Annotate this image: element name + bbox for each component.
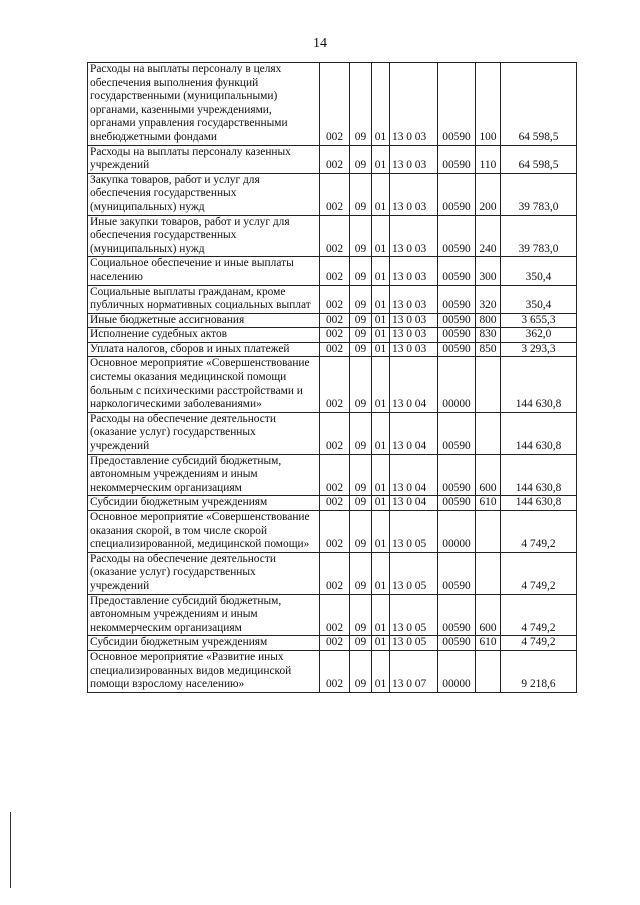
row-name: Расходы на выплаты персоналу казенных учреждений [88,145,320,173]
table-row [88,454,577,496]
subsection-code: 01 [372,650,390,692]
table-row [88,511,577,553]
subsection-code: 01 [372,412,390,454]
direction-code: 00590 [438,636,476,651]
ministry-code: 002 [320,357,350,412]
ministry-code: 002 [320,257,350,285]
amount: 144 630,8 [501,454,577,496]
amount: 362,0 [501,328,577,343]
section-code: 09 [350,594,372,636]
amount: 9 218,6 [501,650,577,692]
section-code: 09 [350,215,372,257]
row-name: Исполнение судебных актов [88,328,320,343]
direction-code: 00590 [438,328,476,343]
ministry-code: 002 [320,552,350,594]
ministry-code: 002 [320,496,350,511]
section-code: 09 [350,454,372,496]
row-name: Расходы на обеспечение деятельности (оказание услуг) государственных учреждений [88,412,320,454]
row-name: Расходы на выплаты персоналу в целях обеспечения выполнения функций государственными (муниципальными) органами, казенными учреждениями, органами управления государственными внебюджетными фондами [88,63,320,146]
table-row [88,285,577,313]
row-name: Субсидии бюджетным учреждениям [88,636,320,651]
section-code: 09 [350,285,372,313]
ministry-code: 002 [320,594,350,636]
expense-type-code [476,650,501,692]
subsection-code: 01 [372,173,390,215]
ministry-code: 002 [320,328,350,343]
amount: 4 749,2 [501,636,577,651]
section-code: 09 [350,412,372,454]
expense-type-code: 300 [476,257,501,285]
ministry-code: 002 [320,636,350,651]
amount: 350,4 [501,257,577,285]
program-code: 13 0 05 [390,636,438,651]
row-name: Расходы на обеспечение деятельности (оказание услуг) государственных учреждений [88,552,320,594]
expense-type-code: 100 [476,63,501,146]
amount: 39 783,0 [501,173,577,215]
section-code: 09 [350,173,372,215]
table-row [88,342,577,357]
direction-code: 00000 [438,357,476,412]
program-code: 13 0 03 [390,215,438,257]
program-code: 13 0 04 [390,496,438,511]
program-code: 13 0 04 [390,357,438,412]
row-name: Социальное обеспечение и иные выплаты населению [88,257,320,285]
row-name: Предоставление субсидий бюджетным, автономным учреждениям и иным некоммерческим организациям [88,594,320,636]
subsection-code: 01 [372,313,390,328]
direction-code: 00590 [438,173,476,215]
expense-type-code: 110 [476,145,501,173]
ministry-code: 002 [320,650,350,692]
program-code: 13 0 03 [390,145,438,173]
expense-type-code: 830 [476,328,501,343]
table-row [88,145,577,173]
row-name: Иные закупки товаров, работ и услуг для обеспечения государственных (муниципальных) нужд [88,215,320,257]
subsection-code: 01 [372,328,390,343]
ministry-code: 002 [320,215,350,257]
subsection-code: 01 [372,511,390,553]
direction-code: 00590 [438,145,476,173]
section-code: 09 [350,511,372,553]
table-row [88,173,577,215]
row-name: Уплата налогов, сборов и иных платежей [88,342,320,357]
direction-code: 00590 [438,496,476,511]
row-name: Основное мероприятие «Совершенствование системы оказания медицинской помощи больным с психическими расстройствами и наркологическими заболеваниями» [88,357,320,412]
amount: 144 630,8 [501,412,577,454]
direction-code: 00590 [438,215,476,257]
table-row [88,412,577,454]
table-row [88,328,577,343]
row-name: Основное мероприятие «Развитие иных специализированных видов медицинской помощи взрослому населению» [88,650,320,692]
subsection-code: 01 [372,636,390,651]
program-code: 13 0 03 [390,313,438,328]
program-code: 13 0 05 [390,511,438,553]
amount: 4 749,2 [501,594,577,636]
expense-type-code: 610 [476,496,501,511]
subsection-code: 01 [372,342,390,357]
expense-type-code: 240 [476,215,501,257]
table-row [88,257,577,285]
section-code: 09 [350,313,372,328]
expense-type-code [476,357,501,412]
direction-code: 00590 [438,63,476,146]
table-row [88,63,577,146]
ministry-code: 002 [320,145,350,173]
table-row [88,313,577,328]
row-name: Предоставление субсидий бюджетным, автономным учреждениям и иным некоммерческим организациям [88,454,320,496]
program-code: 13 0 03 [390,285,438,313]
direction-code: 00590 [438,454,476,496]
subsection-code: 01 [372,454,390,496]
program-code: 13 0 03 [390,328,438,343]
amount: 64 598,5 [501,145,577,173]
expense-type-code [476,412,501,454]
ministry-code: 002 [320,412,350,454]
direction-code: 00590 [438,594,476,636]
expense-type-code [476,552,501,594]
ministry-code: 002 [320,173,350,215]
expense-type-code: 600 [476,594,501,636]
ministry-code: 002 [320,313,350,328]
section-code: 09 [350,63,372,146]
expense-type-code: 200 [476,173,501,215]
direction-code: 00590 [438,313,476,328]
subsection-code: 01 [372,145,390,173]
direction-code: 00000 [438,511,476,553]
program-code: 13 0 03 [390,257,438,285]
margin-mark [10,812,11,888]
subsection-code: 01 [372,496,390,511]
direction-code: 00590 [438,342,476,357]
subsection-code: 01 [372,257,390,285]
section-code: 09 [350,636,372,651]
amount: 144 630,8 [501,496,577,511]
row-name: Субсидии бюджетным учреждениям [88,496,320,511]
table-row [88,594,577,636]
subsection-code: 01 [372,357,390,412]
amount: 39 783,0 [501,215,577,257]
row-name: Закупка товаров, работ и услуг для обеспечения государственных (муниципальных) нужд [88,173,320,215]
expense-type-code: 320 [476,285,501,313]
ministry-code: 002 [320,285,350,313]
table-row [88,636,577,651]
program-code: 13 0 05 [390,552,438,594]
ministry-code: 002 [320,342,350,357]
section-code: 09 [350,328,372,343]
table-row [88,215,577,257]
row-name: Основное мероприятие «Совершенствование оказания скорой, в том числе скорой специализированной, медицинской помощи» [88,511,320,553]
ministry-code: 002 [320,511,350,553]
amount: 64 598,5 [501,63,577,146]
table-row [88,357,577,412]
amount: 350,4 [501,285,577,313]
section-code: 09 [350,342,372,357]
expense-type-code: 610 [476,636,501,651]
expense-type-code [476,511,501,553]
subsection-code: 01 [372,63,390,146]
program-code: 13 0 03 [390,342,438,357]
amount: 4 749,2 [501,511,577,553]
program-code: 13 0 07 [390,650,438,692]
amount: 3 655,3 [501,313,577,328]
amount: 4 749,2 [501,552,577,594]
subsection-code: 01 [372,285,390,313]
table-row [88,650,577,692]
section-code: 09 [350,257,372,285]
direction-code: 00590 [438,412,476,454]
section-code: 09 [350,496,372,511]
subsection-code: 01 [372,552,390,594]
amount: 144 630,8 [501,357,577,412]
direction-code: 00590 [438,257,476,285]
row-name: Социальные выплаты гражданам, кроме публичных нормативных социальных выплат [88,285,320,313]
section-code: 09 [350,552,372,594]
section-code: 09 [350,650,372,692]
page-number: 14 [313,36,327,51]
budget-table [87,62,577,693]
direction-code: 00590 [438,285,476,313]
table-row [88,496,577,511]
direction-code: 00000 [438,650,476,692]
expense-type-code: 800 [476,313,501,328]
program-code: 13 0 04 [390,412,438,454]
program-code: 13 0 04 [390,454,438,496]
program-code: 13 0 05 [390,594,438,636]
row-name: Иные бюджетные ассигнования [88,313,320,328]
direction-code: 00590 [438,552,476,594]
expense-type-code: 850 [476,342,501,357]
program-code: 13 0 03 [390,173,438,215]
subsection-code: 01 [372,215,390,257]
subsection-code: 01 [372,594,390,636]
table-row [88,552,577,594]
ministry-code: 002 [320,454,350,496]
section-code: 09 [350,357,372,412]
ministry-code: 002 [320,63,350,146]
program-code: 13 0 03 [390,63,438,146]
expense-type-code: 600 [476,454,501,496]
amount: 3 293,3 [501,342,577,357]
section-code: 09 [350,145,372,173]
budget-table-body [88,63,577,693]
